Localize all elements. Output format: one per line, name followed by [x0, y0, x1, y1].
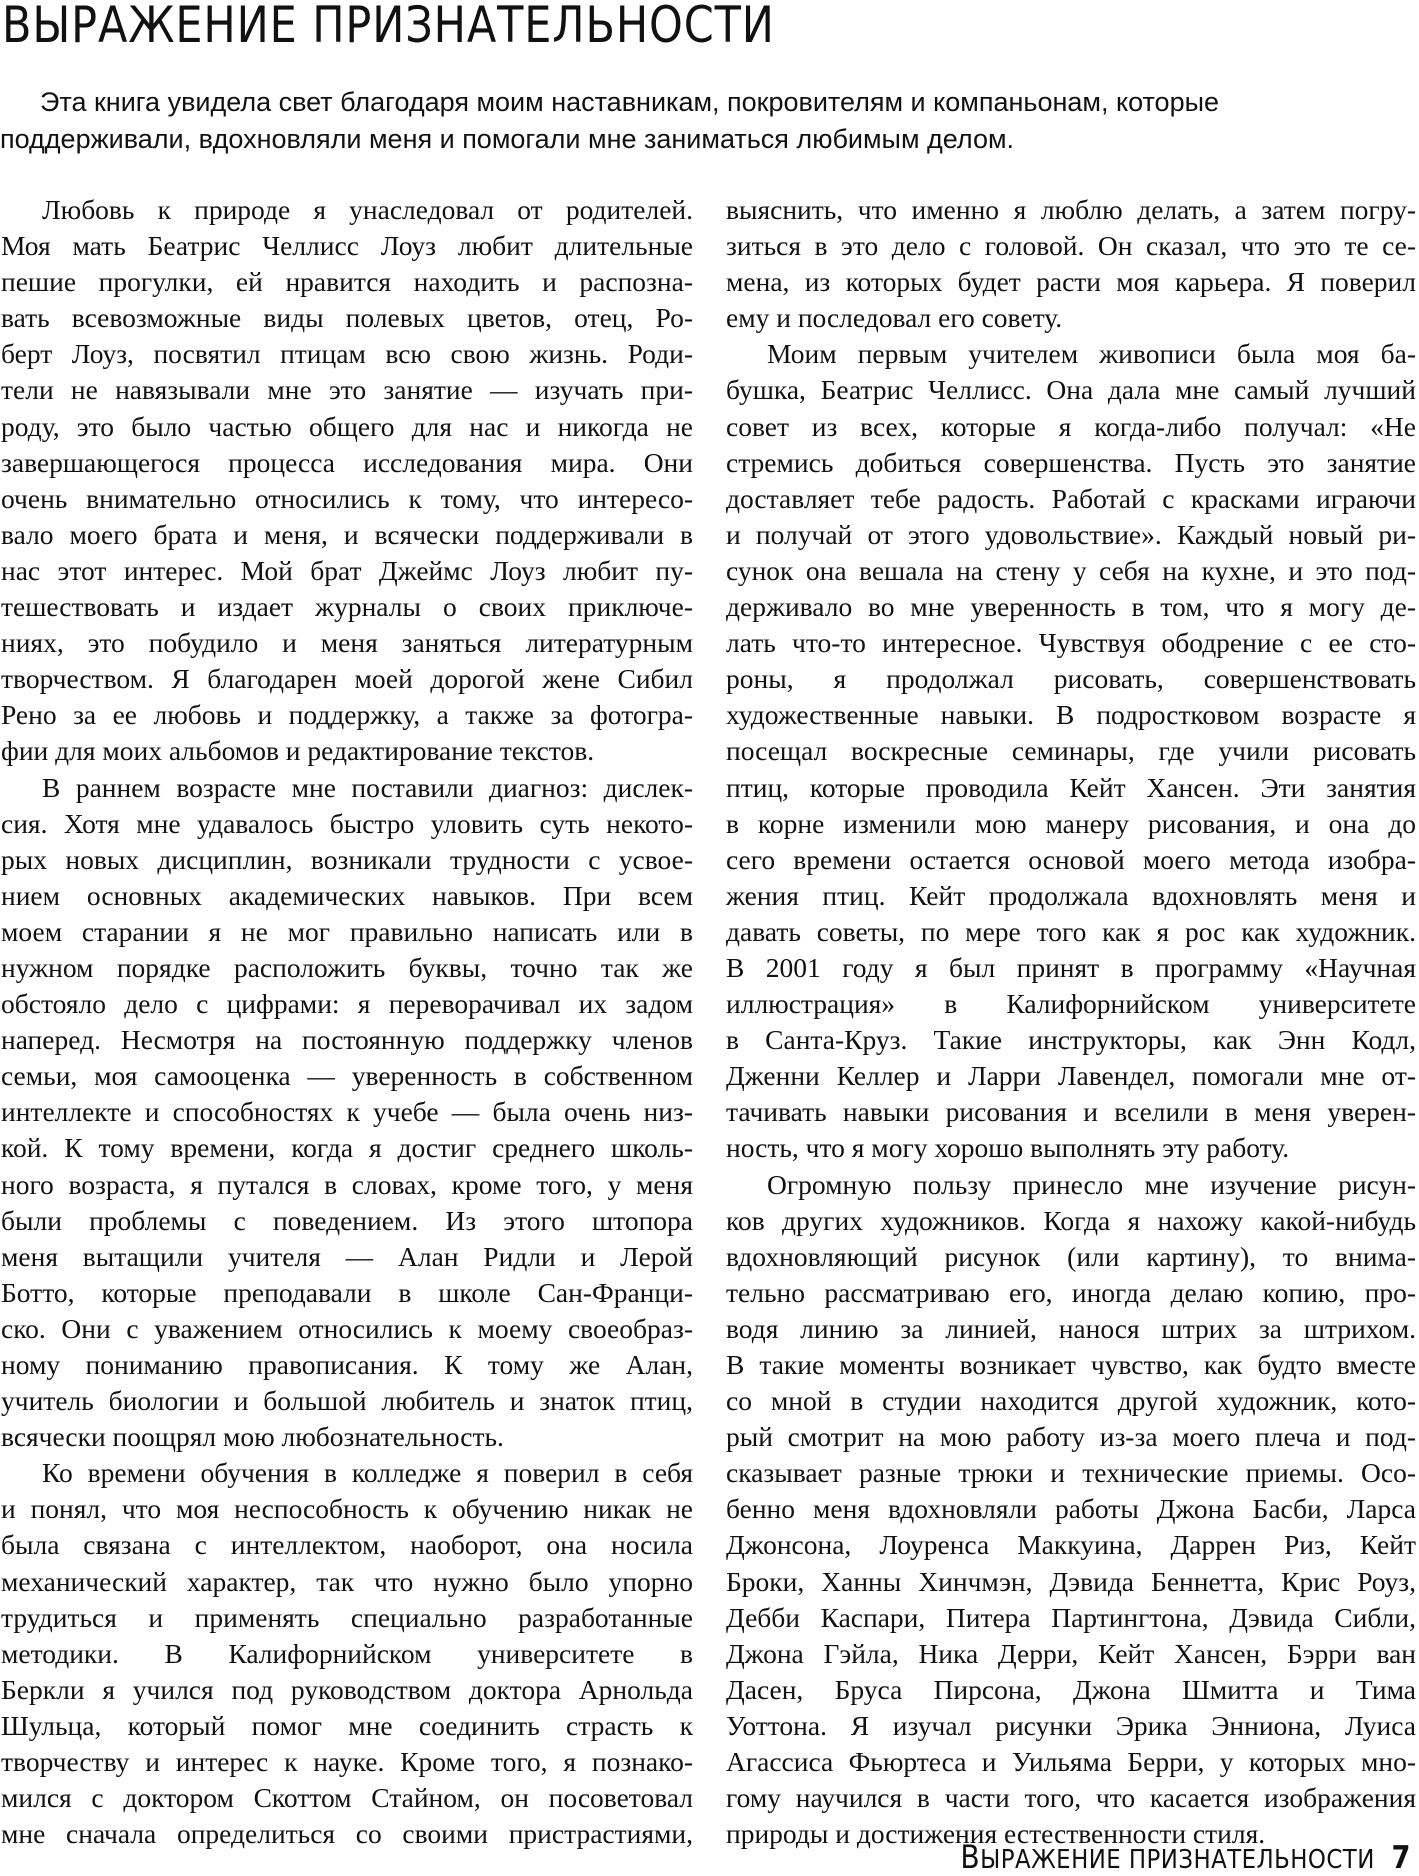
text-line: Рено за ее любовь и поддержку, а также за фотогра-	[1, 699, 693, 731]
running-head-initial: В	[960, 1838, 981, 1876]
page-footer	[961, 1838, 1411, 1876]
text-line: семьи, моя самооценка — уверенность в собственном	[1, 1060, 693, 1092]
text-line: в корне изменили мою манеру рисования, и она до	[726, 807, 1416, 839]
text-line: природы и достижения естественности стиля.	[726, 1818, 1266, 1850]
text-line: вдохновляющий рисунок (или картину), то внима-	[726, 1240, 1416, 1272]
text-line: жения птиц. Кейт продолжала вдохновлять меня и	[726, 879, 1416, 911]
right-text-column	[726, 192, 1416, 1852]
text-line: водя линию за линией, нанося штрих за штрихом.	[726, 1312, 1416, 1344]
text-line: нием основных академических навыков. При всем	[1, 879, 693, 911]
text-line: Дженни Келлер и Ларри Лавендел, помогали мне от-	[726, 1060, 1416, 1092]
text-line: трудиться и применять специально разработанные	[1, 1601, 693, 1633]
text-line: была связана с интеллектом, наоборот, она носила	[1, 1529, 693, 1561]
text-line: В раннем возрасте мне поставили диагноз: дислек-	[42, 771, 693, 803]
text-line: птиц, которые проводила Кейт Хансен. Эти занятия	[726, 771, 1416, 803]
text-line: ного возраста, я путался в словах, кроме того, у меня	[1, 1168, 693, 1200]
text-line: бушка, Беатрис Челлисс. Она дала мне самый лучший	[726, 374, 1416, 406]
text-line: обстояло дело с цифрами: я переворачивал их задом	[1, 988, 693, 1020]
text-line: мена, из которых будет расти моя карьера. Я поверил	[726, 266, 1416, 298]
page-number: 7	[1392, 1840, 1411, 1876]
text-line: фии для моих альбомов и редактирование текстов.	[1, 735, 595, 767]
text-line: Джонсона, Лоуренса Маккуина, Даррен Риз, Кейт	[726, 1529, 1416, 1561]
text-line: Ко времени обучения в колледже я поверил в себя	[42, 1457, 693, 1489]
text-line: роду, это было частью общего для нас и никогда не	[1, 410, 693, 442]
text-line: иллюстрация» в Калифорнийском университете	[726, 988, 1416, 1020]
text-line: Любовь к природе я унаследовал от родителей.	[42, 194, 693, 225]
left-text-column	[1, 192, 693, 1852]
text-line: пешие прогулки, ей нравится находить и распозна-	[1, 266, 693, 298]
intro-line: Эта книга увидела свет благодаря моим наставникам, покровителям и компаньонам, которые	[40, 87, 1220, 117]
running-head-text: ЫРАЖЕНИЕ ПРИЗНАТЕЛЬНОСТИ	[980, 1845, 1376, 1875]
text-line: наперед. Несмотря на постоянную поддержку членов	[1, 1024, 693, 1056]
text-line: мился с доктором Скоттом Стайном, он посоветовал	[1, 1782, 693, 1814]
text-line: Моя мать Беатрис Челлисс Лоуз любит длительные	[1, 230, 693, 262]
text-line: ному пониманию правописания. К тому же Алан,	[1, 1349, 693, 1380]
text-line: нас этот интерес. Мой брат Джеймс Лоуз любит пу-	[1, 554, 693, 586]
text-line: механический характер, так что нужно было упорно	[1, 1565, 693, 1597]
text-line: вать всевозможные виды полевых цветов, отец, Ро-	[1, 302, 693, 334]
text-line: стремись добиться совершенства. Пусть это занятие	[726, 446, 1416, 478]
text-line: Джона Гэйла, Ника Дерри, Кейт Хансен, Бэрри ван	[726, 1637, 1416, 1669]
text-line: Ботто, которые преподавали в школе Сан-Франци-	[1, 1276, 693, 1308]
running-head	[960, 1838, 1376, 1876]
text-line: гому научился в части того, что касается изображения	[726, 1782, 1416, 1814]
text-line: зиться в это дело с головой. Он сказал, что это те се-	[726, 230, 1416, 262]
text-line: и понял, что моя неспособность к обучению никак не	[1, 1493, 693, 1525]
text-line: бенно меня вдохновляли работы Джона Басби, Ларса	[726, 1493, 1416, 1525]
text-line: В такие моменты возникает чувство, как будто вместе	[726, 1349, 1416, 1380]
text-line: были проблемы с поведением. Из этого штопора	[1, 1204, 693, 1236]
text-line: лать что-то интересное. Чувствуя ободрение с ее сто-	[726, 627, 1416, 659]
text-line: Беркли я учился под руководством доктора Арнольда	[1, 1673, 693, 1705]
text-line: Шульца, который помог мне соединить страсть к	[1, 1709, 693, 1741]
text-line: ему и последовал его совету.	[726, 302, 1063, 334]
text-line: ность, что я могу хорошо выполнять эту работу.	[726, 1132, 1290, 1164]
text-line: вало моего брата и меня, и всячески поддерживали в	[1, 518, 693, 550]
text-line: нужном порядке расположить буквы, точно так же	[1, 951, 693, 983]
text-line: Огромную пользу принесло мне изучение рисун-	[767, 1168, 1416, 1200]
text-line: со мной в студии находится другой художник, кото-	[726, 1385, 1416, 1417]
text-line: сказывает разные трюки и технические приемы. Осо-	[726, 1457, 1416, 1489]
text-line: ков других художников. Когда я нахожу какой-нибудь	[726, 1204, 1416, 1236]
text-line: ско. Они с уважением относились к моему своеобраз-	[1, 1312, 693, 1344]
text-line: интеллекте и способностях к учебе — была очень низ-	[1, 1096, 693, 1128]
text-line: рых новых дисциплин, возникали трудности с усвое-	[1, 843, 693, 875]
text-line: доставляет тебе радость. Работай с красками играючи	[726, 482, 1416, 514]
text-line: рый смотрит на мою работу из-за моего плеча и под-	[726, 1421, 1416, 1453]
text-line: методики. В Калифорнийском университете в	[1, 1637, 693, 1669]
text-line: в Санта-Круз. Такие инструкторы, как Энн Кодл,	[726, 1024, 1416, 1056]
text-line: держивало во мне уверенность в том, что я могу де-	[726, 591, 1416, 623]
text-line: сунок она вешала на стену у себя на кухне, и это под-	[726, 554, 1416, 586]
text-line: Дебби Каспари, Питера Партингтона, Дэвида Сибли,	[726, 1601, 1416, 1633]
text-line: кой. К тому времени, когда я достиг среднего школь-	[1, 1132, 693, 1164]
text-line: всячески поощрял мою любознательность.	[1, 1421, 504, 1453]
text-line: роны, я продолжал рисовать, совершенствовать	[726, 663, 1416, 695]
intro-paragraph	[0, 84, 1419, 158]
text-line: Моим первым учителем живописи была моя ба-	[767, 338, 1416, 370]
text-line: В 2001 году я был принят в программу «Научная	[726, 951, 1416, 983]
text-line: ниях, это побудило и меня заняться литературным	[1, 627, 693, 659]
text-line: тельно рассматриваю его, иногда делаю копию, про-	[726, 1276, 1416, 1308]
text-line: творчеством. Я благодарен моей дорогой жене Сибил	[1, 663, 693, 695]
text-line: сего времени остается основой моего метода изобра-	[726, 843, 1416, 875]
text-line: сия. Хотя мне удавалось быстро уловить суть некото-	[1, 807, 693, 839]
text-line: совет из всех, которые я когда-либо получал: «Не	[726, 410, 1416, 442]
text-line: тешествовать и издает журналы о своих приключе-	[1, 591, 693, 623]
intro-line: поддерживали, вдохновляли меня и помогали мне заниматься любимым делом.	[0, 124, 1015, 154]
text-line: творчеству и интерес к науке. Кроме того, я познако-	[1, 1746, 693, 1778]
text-line: меня вытащили учителя — Алан Ридли и Лерой	[1, 1240, 693, 1272]
text-line: выяснить, что именно я люблю делать, а затем погру-	[726, 194, 1416, 225]
text-line: тачивать навыки рисования и вселили в меня уверен-	[726, 1096, 1416, 1128]
text-line: Дасен, Бруса Пирсона, Джона Шмитта и Тима	[726, 1673, 1416, 1705]
text-line: художественные навыки. В подростковом возрасте я	[726, 699, 1416, 731]
text-line: посещал воскресные семинары, где учили рисовать	[726, 735, 1416, 767]
text-line: и получай от этого удовольствие». Каждый новый ри-	[726, 518, 1416, 550]
text-line: берт Лоуз, посвятил птицам всю свою жизнь. Роди-	[1, 338, 693, 370]
text-line: учитель биологии и большой любитель и знаток птиц,	[1, 1385, 693, 1417]
page-title: ВЫРАЖЕНИЕ ПРИЗНАТЕЛЬНОСТИ	[2, 0, 775, 54]
text-line: мне сначала определиться со своими пристрастиями,	[1, 1818, 693, 1850]
text-line: очень внимательно относились к тому, что интересо-	[1, 482, 693, 514]
text-line: Агассиса Фьюртеса и Уильяма Берри, у которых мно-	[726, 1746, 1416, 1778]
text-line: моем старании я не мог правильно написать или в	[1, 915, 693, 947]
text-line: Уоттона. Я изучал рисунки Эрика Энниона, Луиса	[726, 1709, 1416, 1741]
text-line: давать советы, по мере того как я рос как художник.	[726, 915, 1416, 947]
text-line: тели не навязывали мне это занятие — изучать при-	[1, 374, 693, 406]
text-line: завершающегося процесса исследования мира. Они	[1, 446, 693, 478]
text-line: Броки, Ханны Хинчмэн, Дэвида Беннетта, Крис Роуз,	[726, 1565, 1416, 1597]
